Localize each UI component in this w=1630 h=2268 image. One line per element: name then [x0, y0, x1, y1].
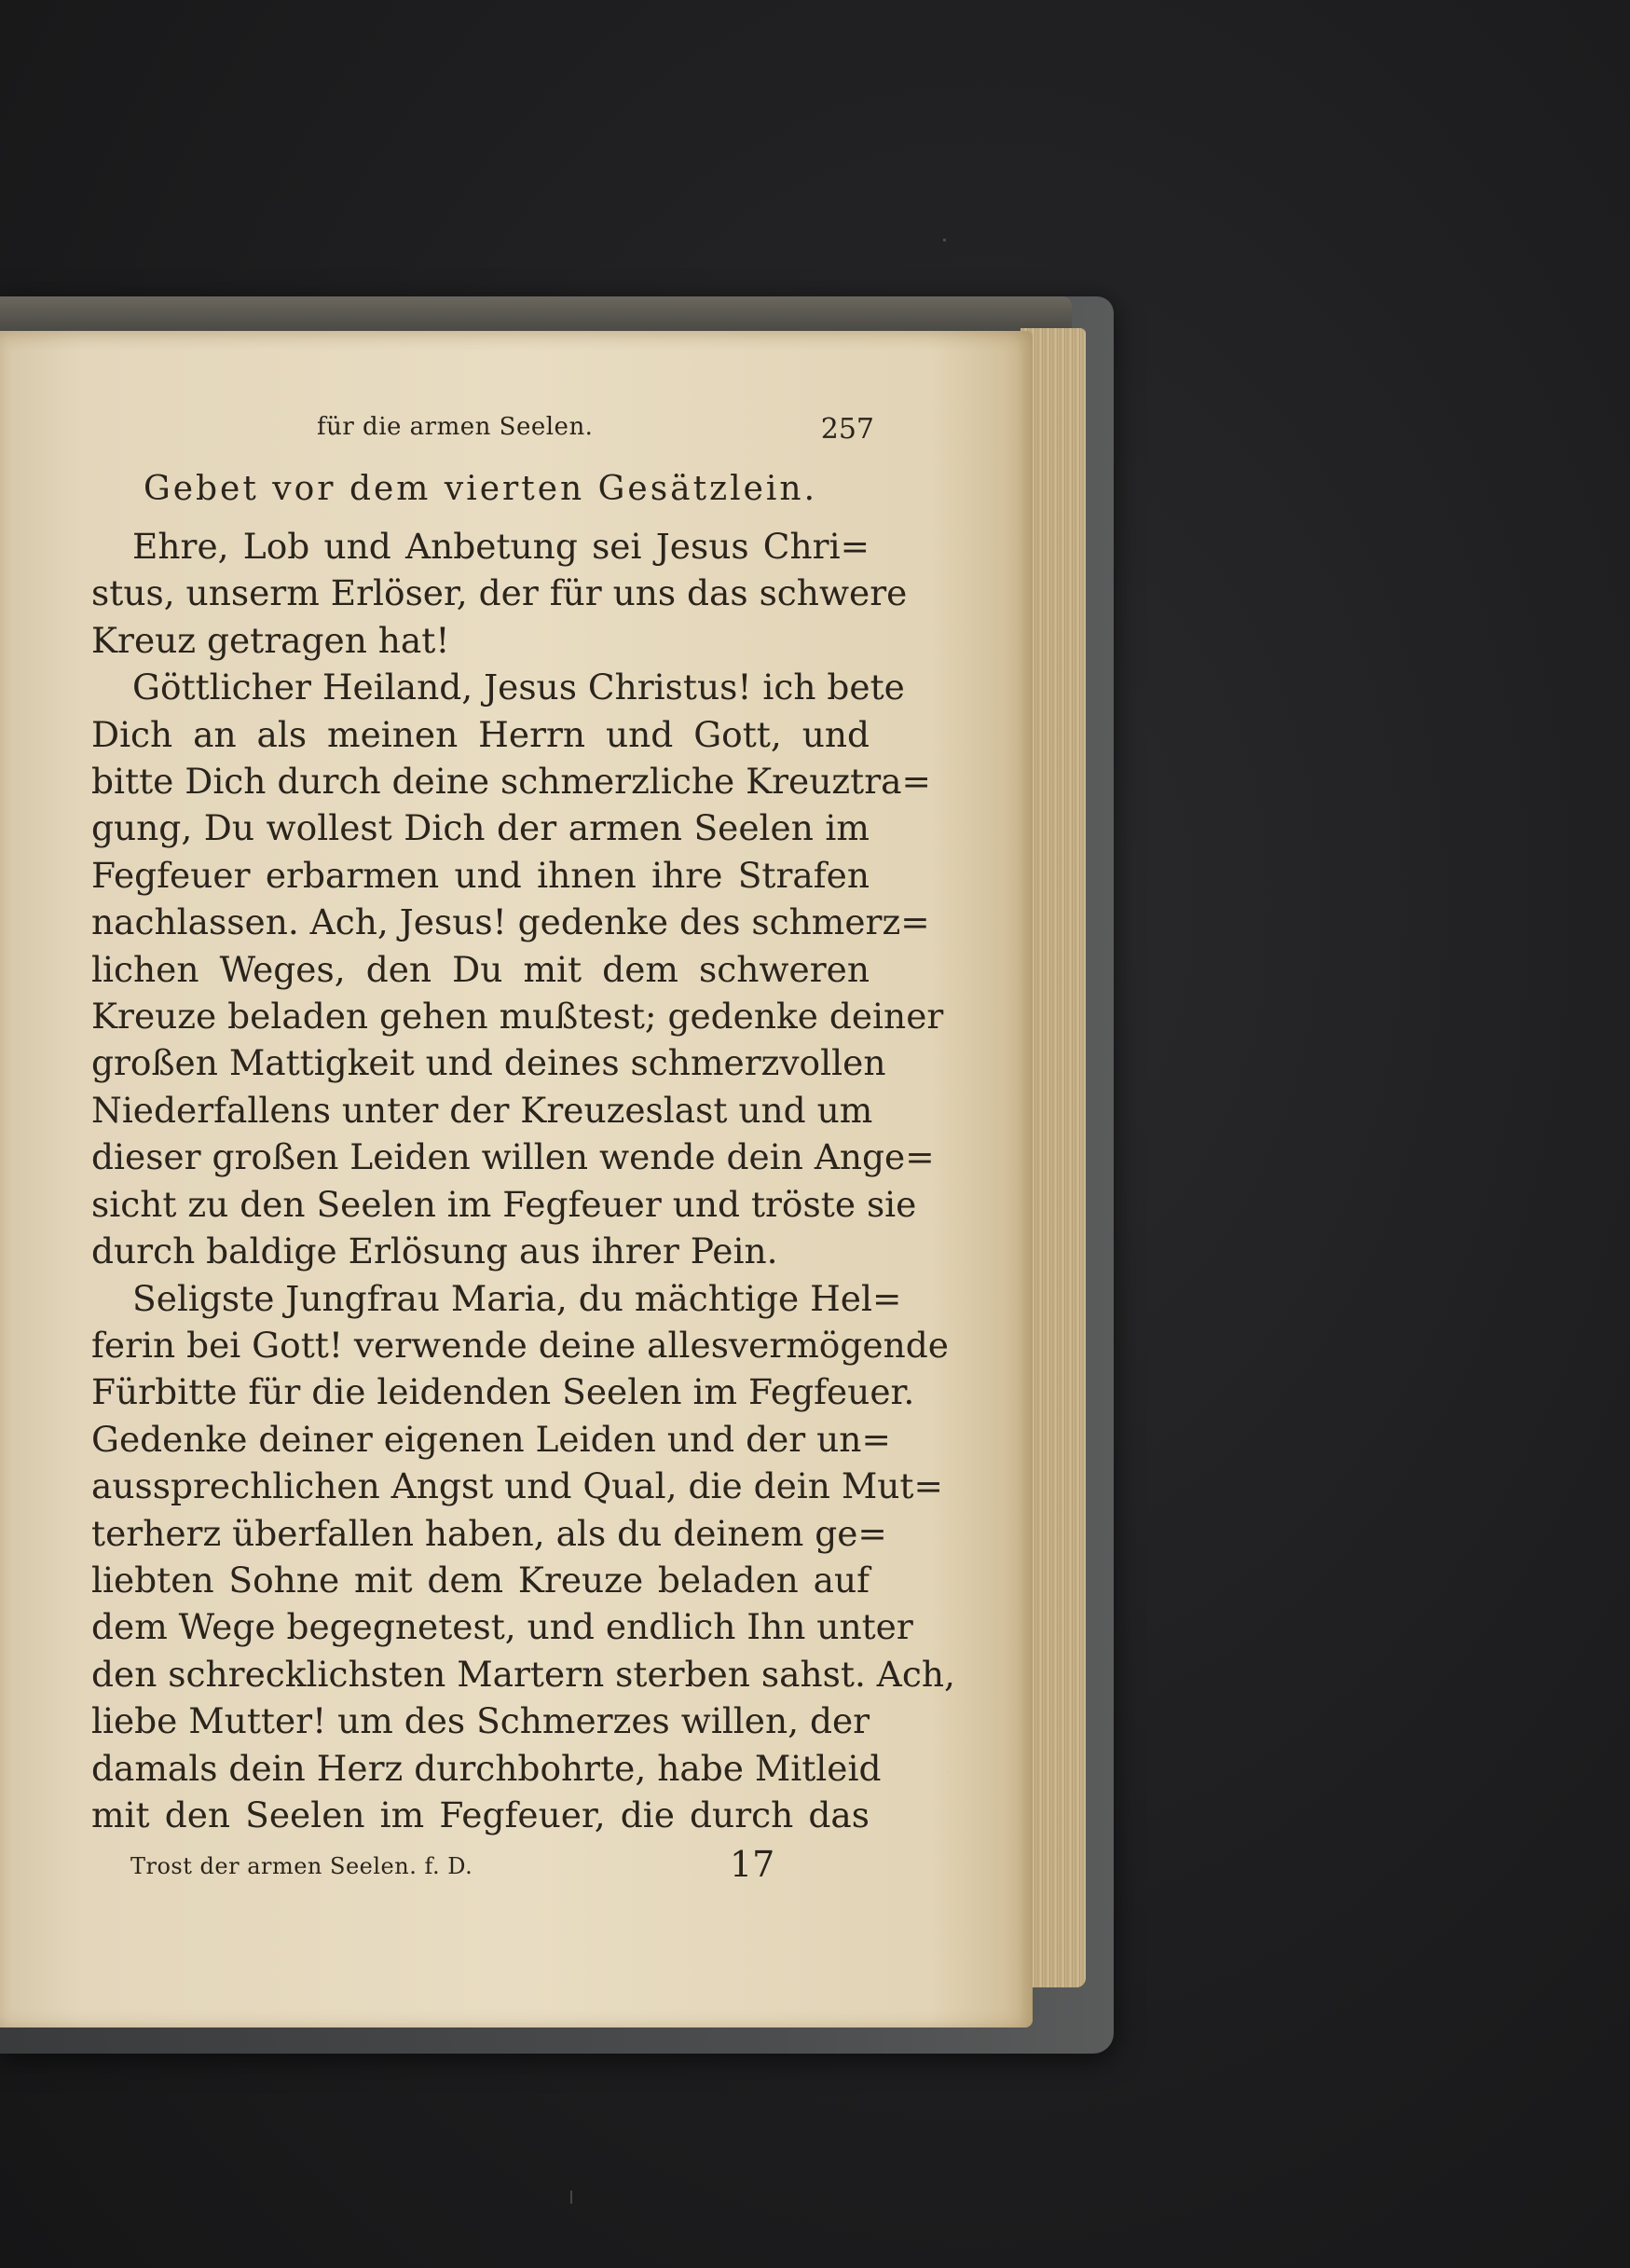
page-footer	[91, 1844, 870, 1889]
text-line: stus, unserm Erlöser, der für uns das schwere	[91, 572, 908, 614]
paragraph-2	[91, 664, 944, 1274]
page-number: 257	[820, 413, 874, 446]
text-line: dieser großen Leiden willen wende dein Ange=	[91, 1136, 935, 1178]
text-line: mit den Seelen im Fegfeuer, die durch das	[91, 1794, 870, 1835]
text-line: Kreuze beladen gehen mußtest; gedenke deiner	[91, 996, 944, 1038]
text-line: liebe Mutter! um des Schmerzes willen, der	[91, 1700, 870, 1742]
text-line: sicht zu den Seelen im Fegfeuer und tröste sie	[91, 1183, 917, 1225]
paragraph-1	[91, 523, 908, 664]
text-line: damals dein Herz durchbohrte, habe Mitleid	[91, 1747, 882, 1789]
background-speck	[943, 239, 946, 241]
text-line: terherz überfallen haben, als du deinem ge=	[91, 1512, 887, 1554]
section-heading: Gebet vor dem vierten Gesätzlein.	[143, 470, 818, 508]
running-head	[91, 404, 874, 448]
text-line: liebten Sohne mit dem Kreuze beladen auf	[91, 1559, 870, 1601]
text-line: bitte Dich durch deine schmerzliche Kreuztra=	[91, 761, 931, 803]
text-line: den schrecklichsten Martern sterben sahst. Ach,	[91, 1653, 955, 1695]
text-line: lichen Weges, den Du mit dem schweren	[91, 948, 870, 990]
text-line: Fegfeuer erbarmen und ihnen ihre Strafen	[91, 854, 870, 896]
body-text	[91, 523, 955, 1838]
text-line: ferin bei Gott! verwende deine allesvermögende	[91, 1324, 949, 1366]
text-line: aussprechlichen Angst und Qual, die dein Mut=	[91, 1465, 943, 1507]
text-line: nachlassen. Ach, Jesus! gedenke des schmerz=	[91, 901, 930, 943]
text-line: Ehre, Lob und Anbetung sei Jesus Chri=	[132, 526, 870, 567]
page-content	[91, 404, 955, 1889]
text-line: gung, Du wollest Dich der armen Seelen im	[91, 807, 870, 849]
text-line: durch baldige Erlösung aus ihrer Pein.	[91, 1230, 778, 1272]
text-line: großen Mattigkeit und deines schmerzvollen	[91, 1042, 886, 1084]
text-line: Kreuz getragen hat!	[91, 619, 450, 661]
text-line: Fürbitte für die leidenden Seelen im Fegfeuer.	[91, 1371, 915, 1413]
text-line: dem Wege begegnetest, und endlich Ihn unter	[91, 1606, 913, 1648]
text-line: Gedenke deiner eigenen Leiden und der un=	[91, 1418, 891, 1460]
running-title: für die armen Seelen.	[317, 413, 594, 441]
background-speck	[946, 1771, 949, 1774]
text-line: Göttlicher Heiland, Jesus Christus! ich bete	[132, 667, 905, 708]
paragraph-3	[91, 1275, 955, 1839]
text-line: Dich an als meinen Herrn und Gott, und	[91, 713, 870, 755]
book-page	[0, 331, 1033, 2027]
footer-imprint: Trost der armen Seelen. f. D.	[130, 1853, 473, 1880]
background-speck	[570, 2191, 572, 2204]
text-line: Seligste Jungfrau Maria, du mächtige Hel=	[132, 1277, 902, 1319]
text-line: Niederfallens unter der Kreuzeslast und um	[91, 1089, 873, 1131]
cover-top-edge	[0, 296, 1072, 332]
signature-mark: 17	[730, 1844, 775, 1886]
